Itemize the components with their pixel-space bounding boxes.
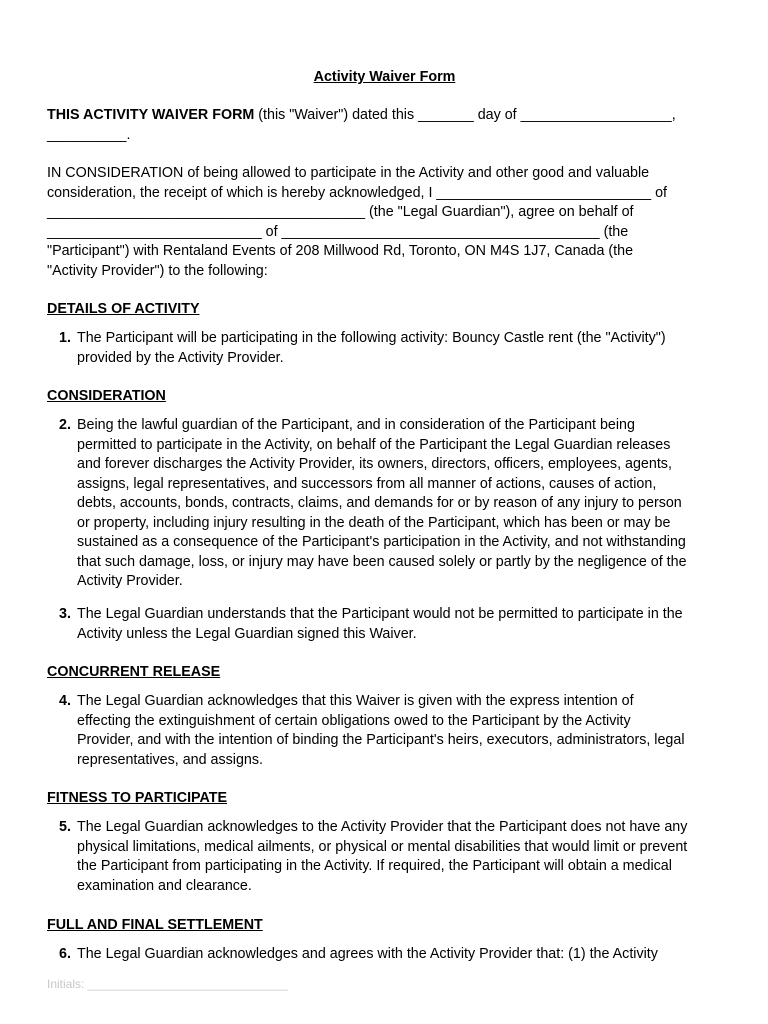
clause-2	[47, 416, 722, 592]
intro-line-1	[47, 106, 722, 126]
clause-line: The Legal Guardian understands that the Participant would not be permitted to participate in the	[77, 606, 683, 622]
clause-1	[47, 329, 722, 368]
clause-line: The Participant will be participating in the following activity: Bouncy Castle rent (the "Activity")	[77, 330, 666, 346]
clause-line: sustained as a consequence of the Participant's participation in the Activity, and not withstanding	[77, 534, 686, 550]
clause-number: 4.	[59, 693, 71, 709]
consideration-line: ________________________________________ (the "Legal Guardian"), agree on behalf of	[47, 204, 634, 220]
clause-line: permitted to participate in the Activity, on behalf of the Participant the Legal Guardian releases	[77, 436, 671, 453]
consideration-line: consideration, the receipt of which is hereby acknowledged, I ___________________________ of	[47, 184, 667, 201]
clause-6	[47, 945, 722, 965]
intro-bold-lead: THIS ACTIVITY WAIVER FORM	[47, 107, 255, 123]
clause-line: that such damage, loss, or injury may have been caused solely or partly by the negligence of the	[77, 553, 687, 570]
clause-line: Activity Provider.	[77, 573, 183, 589]
clause-text	[77, 945, 722, 965]
consideration-line: "Participant") with Rentaland Events of 208 Millwood Rd, Toronto, ON M4S 1J7, Canada (the	[47, 243, 634, 259]
clause-number: 5.	[59, 819, 71, 835]
clause-line: effecting the extinguishment of certain obligations owed to the Participant by the Activity	[77, 712, 631, 729]
clause-line: The Legal Guardian acknowledges that this Waiver is given with the express intention of	[77, 693, 634, 709]
clause-3	[47, 605, 722, 644]
clause-line: The Legal Guardian acknowledges and agrees with the Activity Provider that: (1) the Activity	[77, 946, 658, 962]
clause-line: provided by the Activity Provider.	[77, 349, 284, 366]
clause-text	[77, 416, 722, 592]
clause-5	[47, 818, 722, 896]
clause-number: 6.	[59, 946, 71, 962]
clause-line: or property, including injury resulting in the death of the Participant, which has been or may be	[77, 514, 671, 531]
clause-number: 1.	[59, 330, 71, 346]
initials-footer: Initials: ______________________________	[47, 977, 288, 991]
consideration-paragraph	[47, 164, 722, 281]
clause-line: representatives, and assigns.	[77, 751, 263, 768]
clause-number: 3.	[59, 606, 71, 622]
clause-line: Being the lawful guardian of the Participant, and in consideration of the Participant being	[77, 417, 635, 433]
clause-line: and forever discharges the Activity Provider, its owners, directors, officers, employees, agents,	[77, 456, 672, 472]
clause-line: Provider, and with the intention of binding the Participant's heirs, executors, administrators, legal	[77, 732, 685, 748]
consideration-line: IN CONSIDERATION of being allowed to participate in the Activity and other good and valuable	[47, 165, 650, 181]
clause-text	[77, 329, 722, 368]
clause-line: the Participant from participating in the Activity. If required, the Participant will obtain a medical	[77, 858, 672, 874]
section-heading-settlement: FULL AND FINAL SETTLEMENT	[47, 917, 263, 933]
consideration-line: "Activity Provider") to the following:	[47, 262, 268, 279]
clause-text	[77, 605, 722, 644]
clause-text	[77, 692, 722, 770]
intro-rest: (this "Waiver") dated this _______ day of ___________________,	[254, 107, 676, 123]
intro-paragraph	[47, 106, 722, 145]
clause-line: examination and clearance.	[77, 877, 252, 894]
clause-line: Activity unless the Legal Guardian signed this Waiver.	[77, 625, 417, 642]
clause-line: assigns, legal representatives, and successors from all manner of actions, causes of action,	[77, 475, 657, 492]
document-title: Activity Waiver Form	[313, 69, 456, 85]
clause-number: 2.	[59, 417, 71, 433]
clause-line: The Legal Guardian acknowledges to the Activity Provider that the Participant does not have any	[77, 819, 688, 835]
section-heading-fitness: FITNESS TO PARTICIPATE	[47, 790, 228, 806]
intro-line-2: __________.	[47, 126, 131, 143]
clause-line: physical limitations, medical ailments, or physical or mental disabilities that would limit or prevent	[77, 838, 688, 855]
clause-4	[47, 692, 722, 770]
section-heading-details: DETAILS OF ACTIVITY	[47, 301, 200, 317]
clause-line: debts, accounts, bonds, contracts, claims, and demands for or by reason of any injury to person	[77, 495, 682, 511]
section-heading-concurrent-release: CONCURRENT RELEASE	[47, 664, 221, 680]
consideration-line: ___________________________ of ________________________________________ (the	[47, 223, 629, 240]
section-heading-consideration: CONSIDERATION	[47, 388, 166, 404]
clause-text	[77, 818, 722, 896]
